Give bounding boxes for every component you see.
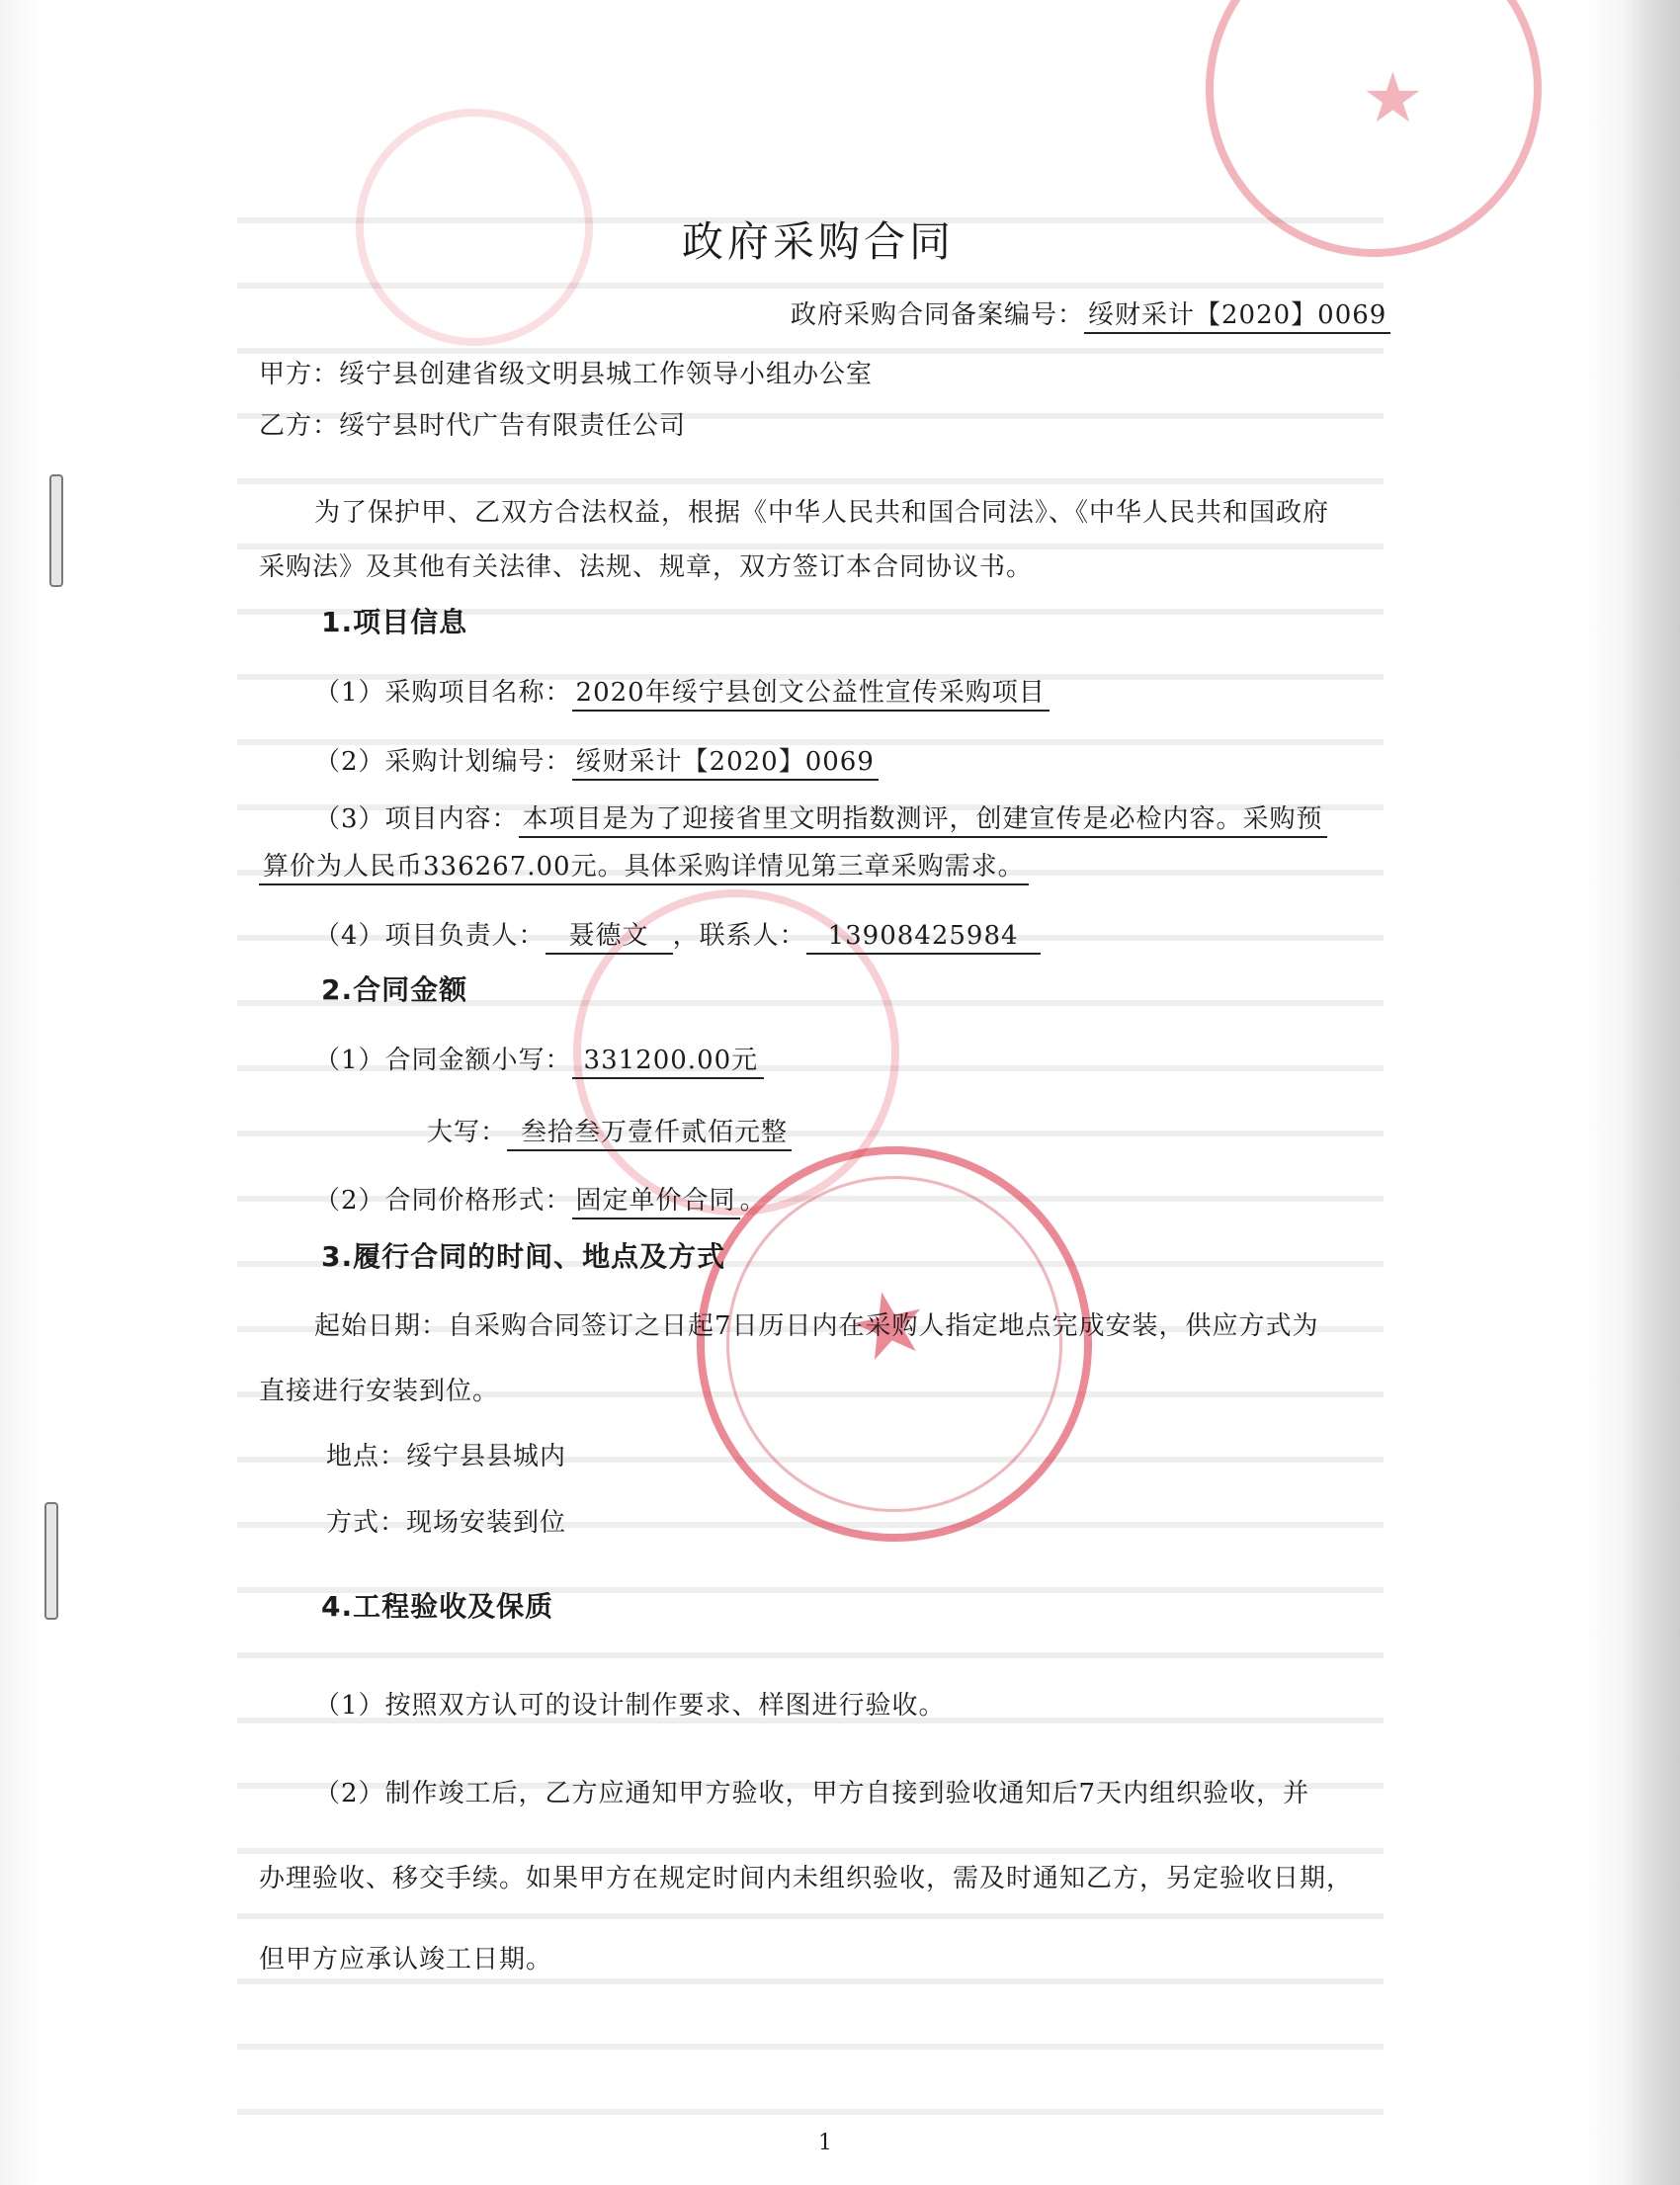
project-lead-label: （4）项目负责人： xyxy=(314,921,546,951)
price-form-end: 。 xyxy=(739,1186,767,1216)
section1-heading: 1.项目信息 xyxy=(321,606,468,638)
project-content-value-line1: 本项目是为了迎接省里文明指数测评，创建宣传是必检内容。采购预 xyxy=(519,804,1327,838)
section3-method: 方式：现场安装到位 xyxy=(326,1508,567,1538)
project-content-label: （3）项目内容： xyxy=(314,804,519,834)
section4-item2-line1: （2）制作竣工后，乙方应通知甲方验收，甲方自接到验收通知后7天内组织验收，并 xyxy=(314,1779,1310,1808)
plan-number-label: （2）采购计划编号： xyxy=(314,747,572,777)
section4-item2-line2: 办理验收、移交手续。如果甲方在规定时间内未组织验收，需及时通知乙方，另定验收日期， xyxy=(259,1864,1354,1893)
intro-paragraph-line2: 采购法》及其他有关法律、法规、规章，双方签订本合同协议书。 xyxy=(259,552,1034,582)
section1-item2 xyxy=(314,741,879,778)
section1-item3-line1 xyxy=(314,798,1327,835)
binding-edge-shadow xyxy=(1621,0,1680,2185)
amount-label: （1）合同金额小写： xyxy=(314,1046,572,1075)
section4-item1: （1）按照双方认可的设计制作要求、样图进行验收。 xyxy=(314,1691,946,1721)
party-b: 乙方：绥宁县时代广告有限责任公司 xyxy=(259,411,687,441)
section2-heading: 2.合同金额 xyxy=(321,973,468,1006)
page-number: 1 xyxy=(818,2131,833,2155)
section2-item2 xyxy=(314,1180,767,1217)
document-title: 政府采购合同 xyxy=(682,217,956,266)
staple-top xyxy=(49,474,63,587)
contact-label: ，联系人： xyxy=(672,921,806,951)
amount-upper-value: 叁拾叁万壹仟贰佰元整 xyxy=(507,1118,792,1151)
price-form-label: （2）合同价格形式： xyxy=(314,1186,572,1216)
contact-phone: 13908425984 xyxy=(806,921,1041,955)
section2-upper-amount xyxy=(427,1112,792,1148)
amount-upper-label: 大写： xyxy=(427,1118,508,1147)
price-form-value: 固定单价合同 xyxy=(572,1186,740,1219)
section3-start-line2: 直接进行安装到位。 xyxy=(259,1377,500,1406)
section4-item2-line3: 但甲方应承认竣工日期。 xyxy=(259,1945,553,1975)
intro-paragraph-line1: 为了保护甲、乙双方合法权益，根据《中华人民共和国合同法》、《中华人民共和国政府 xyxy=(314,498,1330,528)
seal-star-icon: ★ xyxy=(838,1266,939,1386)
section2-item1 xyxy=(314,1040,764,1076)
party-a: 甲方：绥宁县创建省级文明县城工作领导小组办公室 xyxy=(259,360,874,389)
section1-item3-line2 xyxy=(259,846,1029,882)
project-name-value: 2020年绥宁县创文公益性宣传采购项目 xyxy=(572,678,1050,712)
plan-number-value: 绥财采计【2020】0069 xyxy=(572,747,879,781)
section1-item1 xyxy=(314,672,1050,709)
project-content-value-line2: 算价为人民币336267.00元。具体采购详情见第三章采购需求。 xyxy=(259,852,1029,885)
record-number-label: 政府采购合同备案编号： xyxy=(791,300,1085,330)
record-number-value: 绥财采计【2020】0069 xyxy=(1084,300,1390,334)
section1-item4 xyxy=(314,915,1041,952)
project-lead-name: 聂德文 xyxy=(546,921,673,955)
corner-seal-star-icon: ★ xyxy=(1362,57,1424,138)
section3-start-line1: 起始日期：自采购合同签订之日起7日历日内在采购人指定地点完成安装，供应方式为 xyxy=(314,1311,1319,1341)
top-seal-stamp xyxy=(356,109,593,346)
section4-heading: 4.工程验收及保质 xyxy=(321,1590,554,1623)
record-number-line xyxy=(791,294,1390,331)
project-name-label: （1）采购项目名称： xyxy=(314,678,572,708)
amount-value: 331200.00元 xyxy=(572,1046,765,1079)
staple-bottom xyxy=(44,1502,58,1620)
section3-heading: 3.履行合同的时间、地点及方式 xyxy=(321,1240,726,1273)
section3-location: 地点：绥宁县县城内 xyxy=(326,1442,567,1471)
